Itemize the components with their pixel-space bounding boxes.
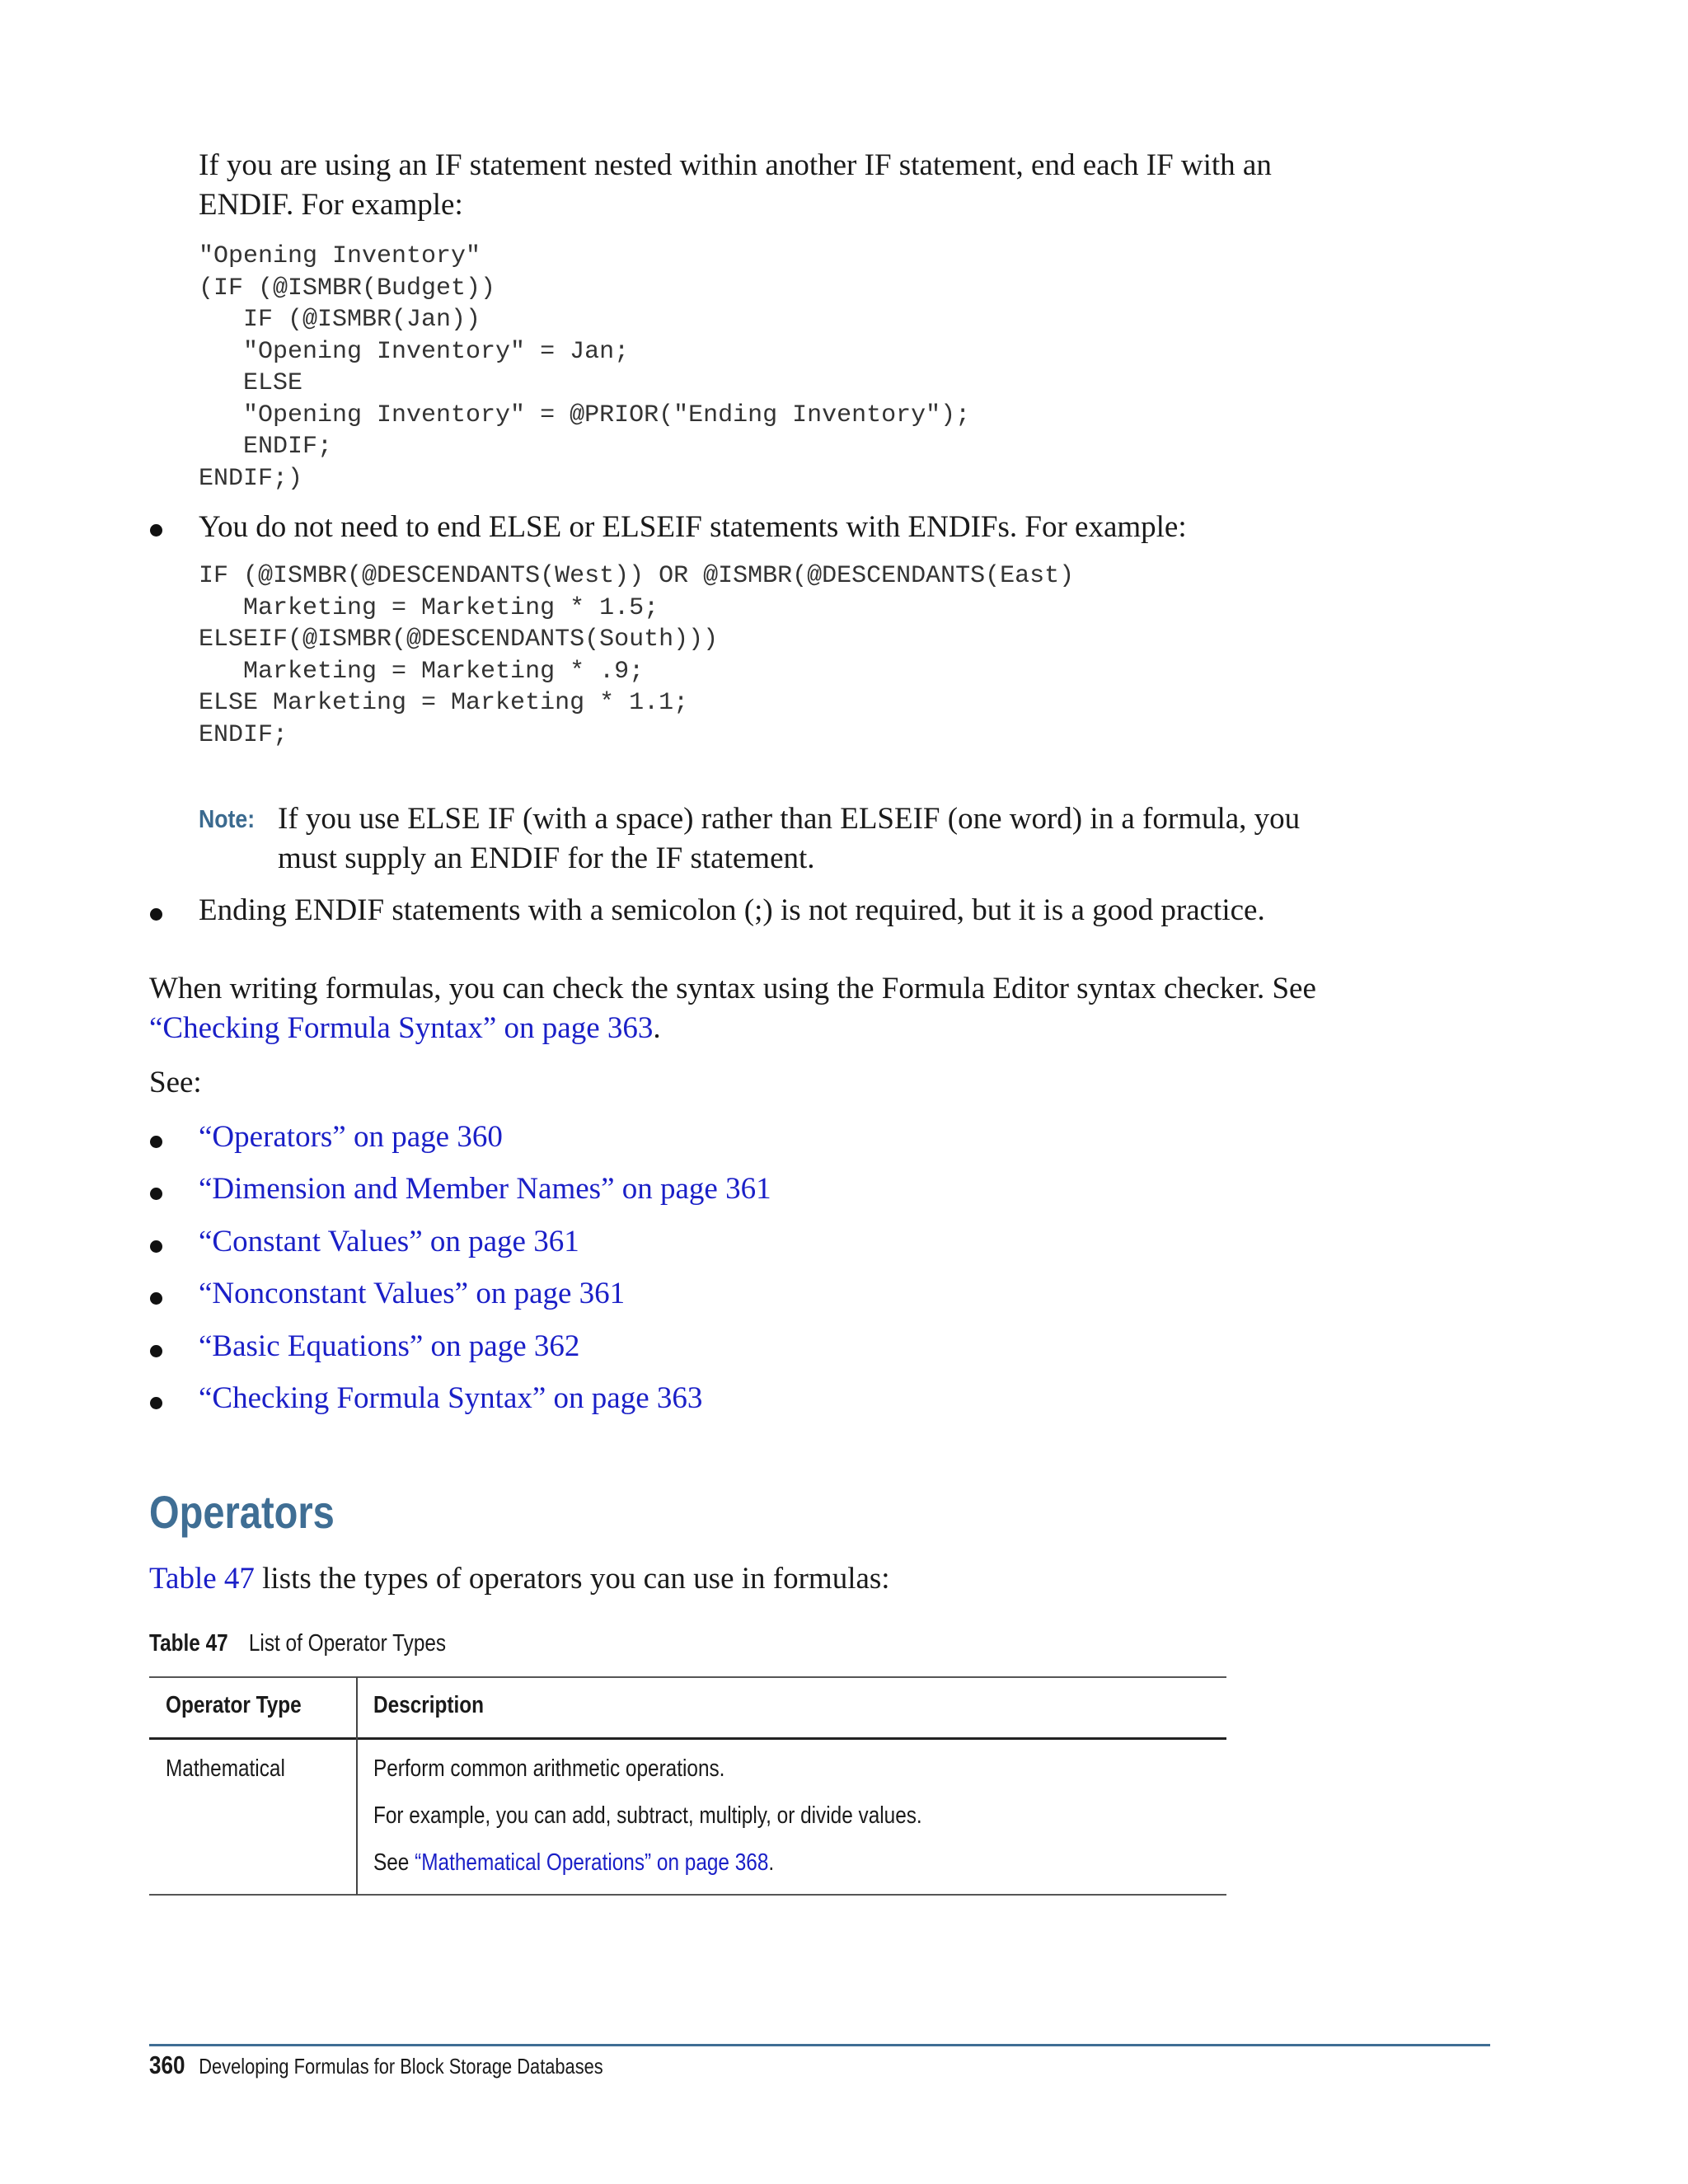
note-line-2: must supply an ENDIF for the IF statement. — [278, 841, 815, 875]
code-block-nested-if: "Opening Inventory" (IF (@ISMBR(Budget)) IF (@ISMBR(Jan)) "Opening Inventory" = Jan; ELSE "Opening Inventory" = @PRIOR("Ending Inventory"); ENDIF; ENDIF;) — [199, 242, 971, 493]
link-table-47[interactable]: Table 47 — [149, 1562, 255, 1596]
bullet-text-endif: Ending ENDIF statements with a semicolon (;) is not required, but it is a good practice. — [199, 893, 1265, 927]
table-header-rule — [149, 1737, 1226, 1740]
table-cell-operator-type: Mathematical — [166, 1755, 285, 1782]
code-block-elseif: IF (@ISMBR(@DESCENDANTS(West)) OR @ISMBR(@DESCENDANTS(East) Marketing = Marketing * 1.5; ELSEIF(@ISMBR(@DESCENDANTS(South))) Marketing = Marketing * .9; ELSE Marketing = Marketing * 1.1; ENDIF; — [199, 562, 1075, 749]
link-basic-equations[interactable]: “Basic Equations” on page 362 — [199, 1329, 580, 1363]
bullet-text-else: You do not need to end ELSE or ELSEIF statements with ENDIFs. For example: — [199, 510, 1187, 544]
link-nonconstant-values[interactable]: “Nonconstant Values” on page 361 — [199, 1277, 626, 1310]
see-list-item — [199, 1118, 503, 1157]
link-checking-formula-syntax[interactable]: “Checking Formula Syntax” on page 363 — [149, 1011, 654, 1045]
table-caption-number: Table 47 — [149, 1630, 228, 1657]
link-checking-formula-syntax-2[interactable]: “Checking Formula Syntax” on page 363 — [199, 1381, 703, 1415]
section-heading-operators: Operators — [149, 1486, 335, 1538]
see-label: See: — [149, 1066, 202, 1099]
table-cell-description-line-2: For example, you can add, subtract, multiply, or divide values. — [373, 1802, 922, 1829]
bullet-dot — [150, 1345, 162, 1357]
link-mathematical-operations[interactable]: “Mathematical Operations” on page 368 — [415, 1849, 769, 1876]
bullet-dot — [150, 1136, 162, 1148]
intro-line-1: If you are using an IF statement nested within another IF statement, end each IF with an — [199, 148, 1272, 182]
page-number: 360 — [149, 2050, 185, 2079]
see-list-item — [199, 1169, 771, 1209]
table-cell-description-line-3 — [373, 1849, 774, 1877]
footer-chapter-title: Developing Formulas for Block Storage Databases — [199, 2054, 603, 2079]
table-caption-title: List of Operator Types — [248, 1630, 447, 1657]
see-list-item — [199, 1327, 579, 1366]
bullet-dot — [150, 524, 162, 537]
footer-rule — [149, 2044, 1490, 2046]
link-operators[interactable]: “Operators” on page 360 — [199, 1120, 503, 1154]
operators-intro — [149, 1559, 890, 1599]
operators-intro-rest: lists the types of operators you can use in formulas: — [254, 1562, 890, 1596]
when-writing-line-1: When writing formulas, you can check the syntax using the Formula Editor syntax checker. See — [149, 972, 1316, 1005]
intro-line-2: ENDIF. For example: — [199, 188, 463, 222]
table-cell-description-line-1: Perform common arithmetic operations. — [373, 1755, 725, 1782]
bullet-dot — [150, 1240, 162, 1253]
link-dimension-member-names[interactable]: “Dimension and Member Names” on page 361 — [199, 1172, 771, 1206]
table-see-suffix: . — [768, 1849, 775, 1876]
bullet-dot — [150, 908, 162, 921]
bullet-dot — [150, 1188, 162, 1200]
table-see-prefix: See — [373, 1849, 415, 1876]
see-list-item — [199, 1222, 579, 1262]
see-list-item — [199, 1274, 625, 1314]
when-writing-line-2 — [149, 1009, 661, 1048]
bullet-dot — [150, 1397, 162, 1409]
note-label: Note: — [199, 804, 256, 833]
table-bottom-rule — [149, 1894, 1226, 1896]
when-writing-period: . — [653, 1011, 661, 1045]
link-constant-values[interactable]: “Constant Values” on page 361 — [199, 1225, 579, 1258]
page-footer — [149, 2050, 603, 2080]
table-caption — [149, 1630, 446, 1657]
table-header-description: Description — [373, 1692, 485, 1718]
see-list-item — [199, 1379, 702, 1418]
bullet-dot — [150, 1292, 162, 1305]
table-header-operator-type: Operator Type — [166, 1692, 302, 1718]
note-line-1: If you use ELSE IF (with a space) rather than ELSEIF (one word) in a formula, you — [278, 802, 1301, 836]
table-top-rule — [149, 1676, 1226, 1678]
table-column-divider — [356, 1677, 358, 1895]
